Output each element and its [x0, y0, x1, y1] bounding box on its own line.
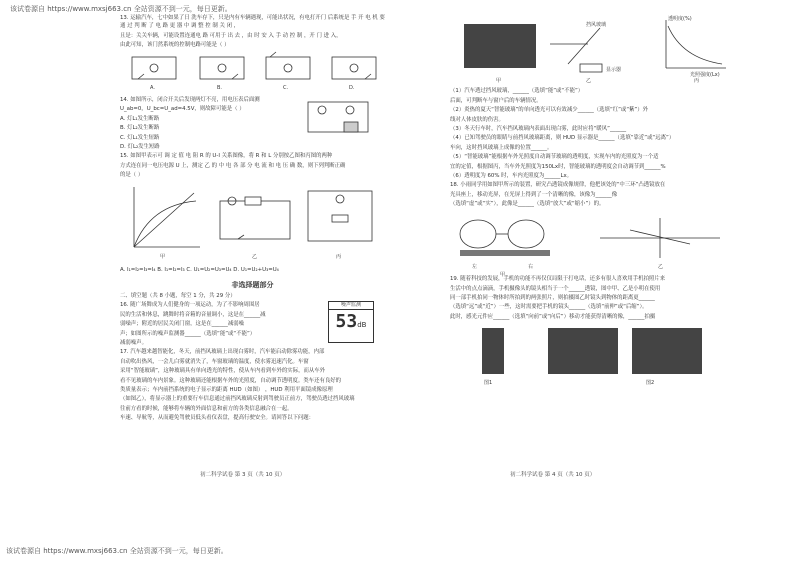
q17-line: 自动吹出热风，一会儿白雾就消失了，车窗玻璃的温度，使水雾迅速汽化。车窗 [120, 358, 309, 365]
q18-figures [450, 210, 738, 278]
q19-line: 此时，感光元件应______（选填“向前”或“向后”）移动才能获得清晰的像，______拍摄 [450, 313, 656, 320]
q17-line: 采用“智能玻璃”，这种玻璃具有单向透光的特性，使从车内看到车外的实际，而从车外 [120, 368, 326, 375]
q13-line: 由此可知，该门然系统的控制电路可能是（ ） [120, 42, 230, 49]
q18-line: 光具座上，移动光屏，在光屏上得到了一个清晰的像，该像为______像 [450, 191, 618, 198]
q14-option: C. 灯L₁发生短路 [120, 134, 160, 141]
q17-line: 往前方看的时候，能够将车辆的外面信息和前方的各类信息融合在一起。 [120, 405, 293, 412]
noise-monitor-unit: dB [357, 321, 367, 330]
q17-line: 17. 汽车越来越智能化，冬天，前挡风玻璃上出现白雾时，汽车能启动除雾功能，内部 [120, 349, 325, 356]
q19-line: 同一部手机拍同一物体时所拍到的两张照片，则拍摄图乙时镜头到物体的距离更______ [450, 294, 655, 301]
right-page-number: 初二科学试卷 第 4 页（共 10 页） [510, 472, 596, 478]
q16-line: 民的生活和休息，跳舞时将音箱的音量调小，这是在______减 [120, 311, 266, 318]
q14-line: 14. 如图所示，闭合开关后发现两灯不亮，用电压表后面测 [120, 97, 260, 104]
photo-label: 图2 [646, 380, 655, 387]
q14-option: D. 灯L₂发生短路 [120, 144, 160, 151]
q15-figures [120, 181, 385, 263]
q13-line: 13. 运输汽车，七中如果了日 洗车存下，只是内有车辆遇现，可能出状况，有电打开门 后系统是 手 开 电 机 要 通 过 判 断 了 电 路 更 器 中 调 整 控 制 关 闭 ， [120, 15, 385, 30]
q17-line: 类质量表示；车内前挡系统的电子显示的距离 HUD（如图） ，HUD 利用平面镜成像原理 [120, 386, 333, 393]
q19-line: （选填“远”或“近”）一些，这时需要把手机的镜头______（选填“前伸”或“后缩”）。 [450, 304, 648, 311]
q19-photos [450, 322, 738, 392]
fig-b-label-glass: 挡风玻璃 [586, 22, 607, 28]
right-page [450, 14, 738, 492]
noise-monitor [328, 301, 374, 343]
q17-line: 看不见玻璃的车内景象。这种玻璃还能根据车外的光照度，自动调节透明度。类车还有良好的 [120, 377, 342, 384]
fig18-label-right: 右 [528, 263, 534, 270]
q14-line: U_ab=0，U_bc=U_ad=4.5V，则故障可能是（ ） [120, 106, 245, 113]
fig-b-label-display: 显示器 [606, 67, 622, 73]
q19-line: 生活中的点点滴滴，手机摄像头的镜头相当于一个______透镜，图中甲、乙是小明在使用 [450, 285, 661, 292]
fig-c-ylabel: 透明度(%) [668, 16, 692, 22]
section-heading: 二、填空题（共 8 小题，每空 1 分，共 29 分） [120, 292, 236, 299]
left-page-number: 初二科学试卷 第 3 页（共 10 页） [200, 472, 286, 478]
q16-line: 16. 随广场舞成为人们健身的一项运动，为了不影响周围居 [120, 302, 260, 309]
q14-lamp-circuit [300, 96, 380, 144]
q18-line: 18. 小雨同学用如图甲所示的装置，研究凸透镜成像规律，他把该处的“中三环”凸透镜放在 [450, 182, 666, 189]
noise-monitor-label: 噪声监测 [329, 302, 373, 310]
fig-label: 甲 [496, 78, 502, 84]
fig-label: 乙 [586, 78, 592, 84]
fig18-label: 甲 [500, 271, 506, 278]
q19-line: 19. 随着科技的发展，手机的功能不再仅仅局限于打电话，还多有很人喜欢用手机拍照片来 [450, 276, 666, 283]
noise-monitor-value: 53 [335, 311, 358, 333]
q17-sub-line: （5）“智能玻璃”能根据车外光照度自动调节玻璃的透明度，实现车内的光照度为一个适 [450, 154, 659, 161]
q15-options: A. I₁=I₂=I₃=I₄ B. I₁=I₂=I₃ C. U₁=U₂=U₃=U₄ D. U₁=U₂+U₃=U₄ [120, 267, 279, 274]
page-header-watermark: 该试卷源自 https://www.mxsj663.cn 全站资源不到一元，每日更新。 [10, 5, 232, 13]
q17-sub-line: （2）炎热的夏天“智能玻璃”的单向透光可以有效减少______（选填“红”或“紫”）外 [450, 107, 649, 114]
q13-option-b: B. [217, 84, 223, 91]
q15-fig-label: 甲 [160, 253, 166, 260]
q17-line: （如图乙），将显示器上的重要行车信息通过前挡风玻璃反射到驾驶员正前方，驾驶员透过挡风玻璃 [120, 396, 355, 403]
q17-sub-line: 线对人体皮肤的伤害。 [450, 116, 504, 123]
statue-photo-1 [548, 328, 618, 374]
q17-sub-line: （6）透明度为 60% 时，车内光照度为______Lx。 [450, 173, 573, 180]
q16-line: 弱噪声；附近的居民关闭门窗，这是在______减弱噪 [120, 321, 244, 328]
q17-sub-line: 宜的定值，根据图丙，当车外光照度为150Lx时，智能玻璃的透明度会自动调节到______% [450, 163, 666, 170]
q14-option: B. 灯L₂发生断路 [120, 125, 160, 132]
q13-option-c: C. [283, 84, 289, 91]
q13-circuit-figures [120, 51, 385, 93]
q13-line: 且是：关关车辆，可能设置连通电 路 可用于 出 去 ，由 时 安 入 手 动 控 制 ，开 门 进 入， [120, 32, 342, 39]
q17-sub-line: 车向，这时挡风玻璃上成像的位置______。 [450, 144, 553, 151]
q15-line: 15. 如图甲表示可 调 定 值 电 阻 R 的 U-I 关系图像，将 R 和 L 分别按乙图和丙图的两种 [120, 153, 333, 160]
left-page [120, 14, 385, 492]
q15-line: 方式连在同一电压电源 U 上，测定 乙 的 中 电 各 部 分 电 流 和 电 压 确 数，则下列判断正确 [120, 162, 346, 169]
fig-c-xlabel: 光照强度(Lx) [690, 72, 720, 78]
page-footer-watermark: 该试卷源自 https://www.mxsj663.cn 全站资源不到一元，每日更新。 [6, 547, 228, 555]
q17-sub-line: （4）已知驾驶员的眼睛与前挡风玻璃距离，则 HUD 显示器是______（选填“靠近”或“远离”） [450, 135, 675, 142]
q16-line: 减弱噪声。 [120, 339, 147, 346]
q15-fig-label: 乙 [252, 253, 258, 260]
q13-option-d: D. [349, 84, 355, 91]
q17-figures [450, 14, 738, 84]
fig18-label-left: 左 [472, 263, 478, 270]
photo-label: 图1 [484, 380, 493, 387]
phone-photo [482, 328, 504, 374]
fig18-label: 乙 [658, 263, 664, 270]
statue-photo-2 [632, 328, 702, 374]
fig-label: 丙 [694, 78, 700, 84]
q17-sub-line: （1）汽车透过挡风玻璃，______（选填“能”或“不能”） [450, 88, 584, 95]
q17-sub-line: （3）冬天行车时，汽车挡风玻璃内表面出现白雾，此时应将“暖风”______ [450, 126, 627, 133]
q15-line: 的是（ ） [120, 172, 144, 179]
section-title: 非选择题部分 [231, 280, 274, 289]
q13-option-a: A. [150, 84, 155, 91]
q17-line: 车速、导航等，从而避免驾驶员低头看仪表盘，提高行驶安全。请回答以下问题： [120, 415, 315, 422]
q16-line: 声；如图所示的噪声监测器______（选填“能”或“不能”） [120, 330, 256, 337]
q15-fig-label: 丙 [336, 253, 342, 260]
q18-line: （选填“虚”或“实”），此像是______（选填“放大”或“缩小”）的。 [450, 201, 605, 208]
q17-sub-line: 后面，可判断车与窗户后的车辆情况。 [450, 97, 542, 104]
q14-option: A. 灯L₁发生断路 [120, 115, 160, 122]
car-dashboard-photo [464, 24, 536, 68]
